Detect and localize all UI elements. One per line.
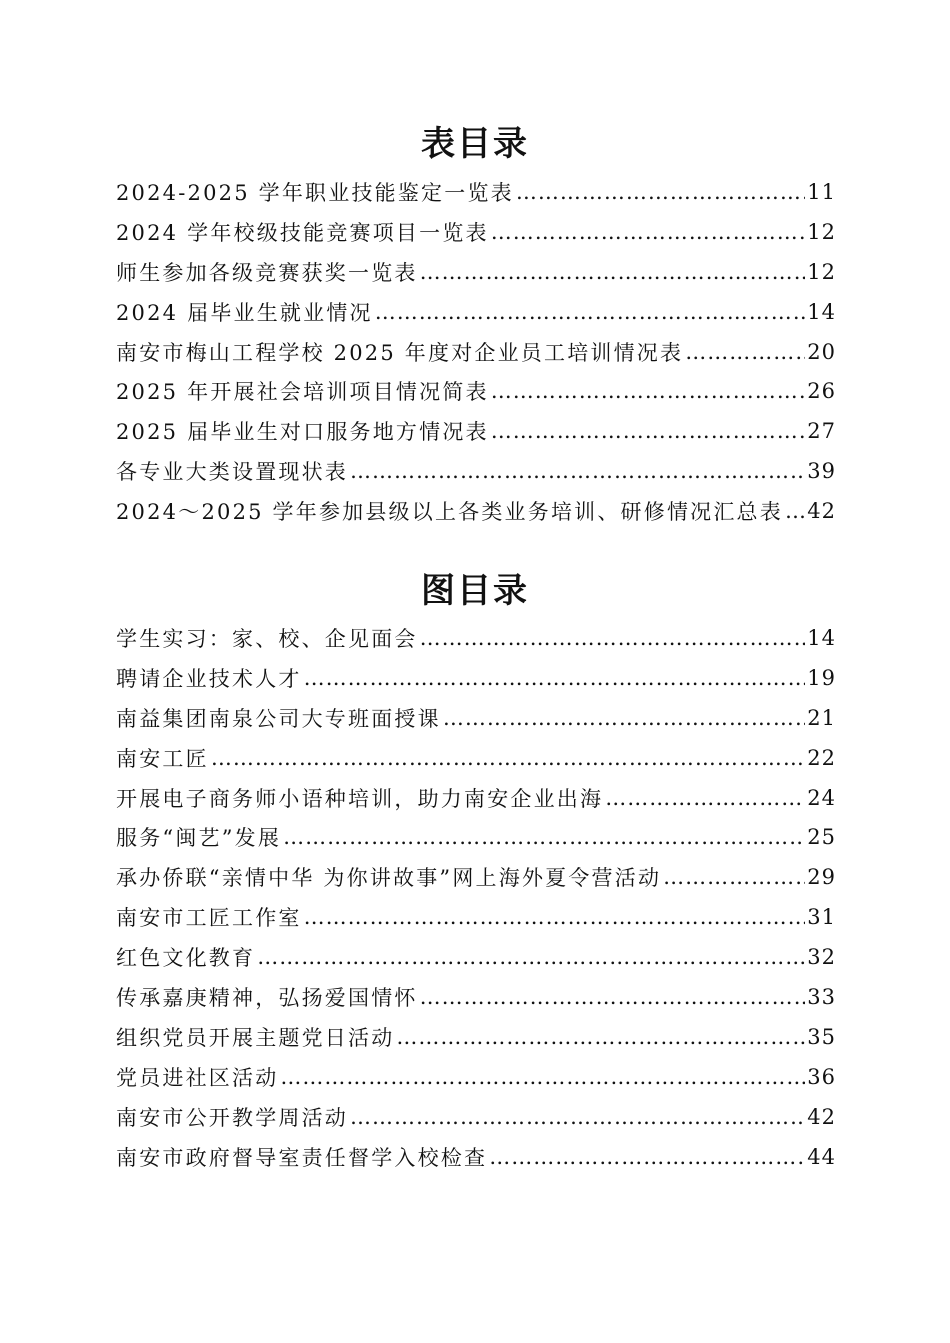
dot-leader	[257, 945, 805, 969]
dot-leader	[605, 786, 805, 810]
figure-toc-entry[interactable]	[116, 738, 836, 778]
figure-toc-entry-text: 南安市公开教学周活动	[116, 1105, 348, 1130]
tables-toc-list	[116, 172, 836, 531]
figure-toc-entry-page-number: 25	[807, 825, 836, 850]
table-toc-entry-page-number: 42	[807, 499, 836, 524]
table-toc-entry-page-number: 26	[807, 379, 836, 404]
dot-leader	[516, 180, 805, 204]
tables-toc-title: 表目录	[421, 124, 529, 164]
figure-toc-entry[interactable]	[116, 618, 836, 658]
table-toc-entry-text: 2024 届毕业生就业情况	[116, 300, 373, 325]
table-toc-entry-text: 各专业大类设置现状表	[116, 460, 348, 485]
figure-toc-entry-page-number: 29	[807, 865, 836, 890]
figure-toc-entry-page-number: 36	[807, 1064, 836, 1089]
figure-toc-entry[interactable]	[116, 1017, 836, 1057]
figure-toc-entry[interactable]	[116, 1057, 836, 1097]
figure-toc-entry[interactable]	[116, 1137, 836, 1177]
dot-leader	[396, 1025, 805, 1049]
dot-leader	[785, 499, 805, 523]
table-toc-entry-text: 师生参加各级竞赛获奖一览表	[116, 260, 418, 285]
figure-toc-entry[interactable]	[116, 1097, 836, 1137]
figure-toc-entry-text: 南安市工匠工作室	[116, 906, 302, 931]
figure-toc-entry-page-number: 19	[807, 665, 836, 690]
figure-toc-entry[interactable]	[116, 937, 836, 977]
dot-leader	[685, 340, 805, 364]
figure-toc-entry-text: 学生实习：家、校、企见面会	[116, 626, 418, 651]
figure-toc-entry[interactable]	[116, 897, 836, 937]
table-toc-entry[interactable]	[116, 451, 836, 491]
dot-leader	[489, 1145, 805, 1169]
dot-leader	[491, 419, 806, 443]
figure-toc-entry-text: 服务“闽艺”发展	[116, 826, 282, 851]
table-toc-entry-page-number: 14	[807, 299, 836, 324]
figure-toc-entry-text: 南益集团南泉公司大专班面授课	[116, 706, 441, 731]
dot-leader	[283, 825, 805, 849]
figure-toc-entry-page-number: 32	[807, 945, 836, 970]
table-toc-entry[interactable]	[116, 212, 836, 252]
table-toc-entry[interactable]	[116, 491, 836, 531]
figure-toc-entry-text: 承办侨联“亲情中华 为你讲故事”网上海外夏令营活动	[116, 866, 662, 891]
table-toc-entry-text: 2024 学年校级技能竞赛项目一览表	[116, 220, 489, 245]
figure-toc-entry[interactable]	[116, 658, 836, 698]
figure-toc-entry-page-number: 21	[807, 705, 836, 730]
table-toc-entry[interactable]	[116, 371, 836, 411]
figure-toc-entry-text: 开展电子商务师小语种培训，助力南安企业出海	[116, 786, 604, 811]
dot-leader	[420, 985, 806, 1009]
dot-leader	[663, 865, 805, 889]
figure-toc-entry[interactable]	[116, 977, 836, 1017]
table-toc-entry-page-number: 20	[807, 339, 836, 364]
figure-toc-entry-page-number: 44	[807, 1144, 836, 1169]
table-toc-entry-text: 2025 届毕业生对口服务地方情况表	[116, 420, 489, 445]
table-toc-entry-page-number: 39	[807, 459, 836, 484]
figure-toc-entry-text: 传承嘉庚精神，弘扬爱国情怀	[116, 985, 418, 1010]
table-toc-entry[interactable]	[116, 172, 836, 212]
table-toc-entry[interactable]	[116, 252, 836, 292]
table-toc-entry-page-number: 11	[807, 179, 836, 204]
figure-toc-entry-text: 组织党员开展主题党日活动	[116, 1025, 395, 1050]
table-toc-entry[interactable]	[116, 411, 836, 451]
figure-toc-entry-page-number: 35	[807, 1024, 836, 1049]
dot-leader	[443, 706, 805, 730]
dot-leader	[420, 260, 806, 284]
figures-toc-list	[116, 618, 836, 1176]
table-toc-entry-text: 2024～2025 学年参加县级以上各类业务培训、研修情况汇总表	[116, 500, 783, 525]
table-toc-entry[interactable]	[116, 292, 836, 332]
dot-leader	[420, 626, 806, 650]
dot-leader	[211, 746, 805, 770]
figure-toc-entry-page-number: 42	[807, 1104, 836, 1129]
table-toc-entry-text: 南安市梅山工程学校 2025 年度对企业员工培训情况表	[116, 340, 684, 365]
table-toc-entry-page-number: 27	[807, 419, 836, 444]
dot-leader	[375, 300, 806, 324]
figure-toc-entry-page-number: 33	[807, 984, 836, 1009]
dot-leader	[350, 1105, 805, 1129]
figure-toc-entry[interactable]	[116, 817, 836, 857]
figure-toc-entry-text: 党员进社区活动	[116, 1065, 279, 1090]
figure-toc-entry[interactable]	[116, 778, 836, 818]
table-toc-entry[interactable]	[116, 332, 836, 372]
figure-toc-entry-text: 聘请企业技术人才	[116, 666, 302, 691]
dot-leader	[304, 905, 806, 929]
dot-leader	[491, 379, 806, 403]
dot-leader	[280, 1065, 805, 1089]
figure-toc-entry-text: 南安市政府督导室责任督学入校检查	[116, 1145, 488, 1170]
dot-leader	[491, 220, 806, 244]
dot-leader	[304, 666, 806, 690]
figure-toc-entry-text: 红色文化教育	[116, 946, 256, 971]
figures-toc-title: 图目录	[421, 571, 529, 611]
figure-toc-entry-text: 南安工匠	[116, 746, 209, 771]
table-toc-entry-page-number: 12	[807, 259, 836, 284]
table-toc-entry-page-number: 12	[807, 219, 836, 244]
dot-leader	[350, 459, 805, 483]
figure-toc-entry-page-number: 24	[807, 785, 836, 810]
figure-toc-entry-page-number: 31	[807, 905, 836, 930]
figure-toc-entry[interactable]	[116, 698, 836, 738]
figure-toc-entry-page-number: 14	[807, 625, 836, 650]
figure-toc-entry[interactable]	[116, 857, 836, 897]
table-toc-entry-text: 2025 年开展社会培训项目情况简表	[116, 380, 489, 405]
table-toc-entry-text: 2024-2025 学年职业技能鉴定一览表	[116, 180, 514, 205]
figure-toc-entry-page-number: 22	[807, 745, 836, 770]
